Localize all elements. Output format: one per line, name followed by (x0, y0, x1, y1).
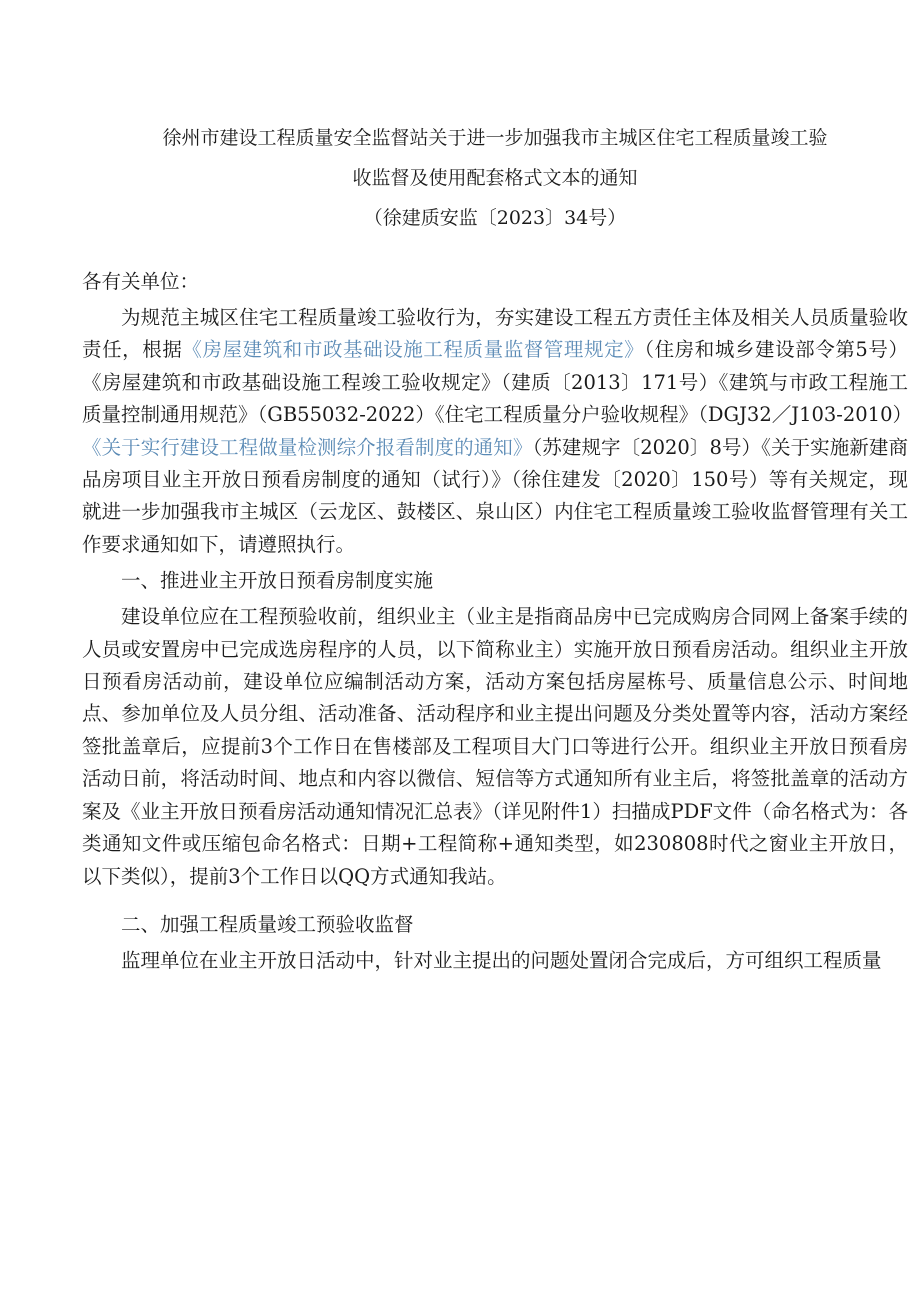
section-2-heading: 二、加强工程质量竣工预验收监督 (121, 912, 414, 936)
document-number: （徐建质安监〔2023〕34号） (363, 207, 627, 229)
section-gap (82, 893, 908, 905)
intro-text-1: 为规范主城区住宅工程质量竣工验收行为，夯实建设工程五方责任主体及相关人员质量验收责任，根据 (82, 306, 908, 362)
document-title-line-1: 徐州市建设工程质量安全监督站关于进一步加强我市主城区住宅工程质量竣工验 (162, 127, 828, 149)
salutation: 各有关单位： (82, 270, 200, 293)
regulation-link-2[interactable]: 《关于实行建设工程做量检测综介报看制度的通知》 (82, 435, 533, 459)
section-1-body: 建设单位应在工程预验收前，组织业主（业主是指商品房中已完成购房合同网上备案手续的人员或安置房中已完成选房程序的人员，以下简称业主）实施开放日预看房活动。组织业主开放日预看房活动前，建设单位应编制活动方案，活动方案包括房屋栋号、质量信息公示、时间地点、参加单位及人员分组、活动准备、活动程序和业主提出问题及分类处置等内容，活动方案经签批盖章后，应提前3个工作日在售楼部及工程项目大门口等进行公开。组织业主开放日预看房活动日前，将活动时间、地点和内容以微信、短信等方式通知所有业主后，将签批盖章的活动方案及《业主开放日预看房活动通知情况汇总表》（详见附件1）扫描成PDF文件（命名格式为：各类通知文件或压缩包命名格式：日期+工程简称+通知类型，如230808时代之窗业主开放日，以下类似），提前3个工作日以QQ方式通知我站。 (82, 605, 908, 888)
intro-paragraph (82, 302, 912, 561)
intro-text-3: （苏建规字〔2020〕8号）《关于实施新建商品房项目业主开放日预看房制度的通知（试行）》（徐住建发〔2020〕150号）等有关规定，现就进一步加强我市主城区（云龙区、鼓楼区、泉山区）内住宅工程质量竣工验收监督管理有关工作要求通知如下，请遵照执行。 (82, 435, 908, 556)
section-1-heading: 一、推进业主开放日预看房制度实施 (121, 569, 434, 593)
document-page (82, 118, 912, 977)
intro-text-2: （住房和城乡建设部令第5号）《房屋建筑和市政基础设施工程竣工验收规定》（建质〔2013〕171号）《建筑与市政工程施工质量控制通用规范》（GB55032-2022）《住宅工程质量分户验收规程》（DGJ32／J103-2010） (82, 338, 912, 427)
regulation-link-1[interactable]: 《房屋建筑和市政基础设施工程质量监督管理规定》 (182, 338, 645, 362)
document-title-line-2: 收监督及使用配套格式文本的通知 (352, 167, 638, 189)
section-2-body: 监理单位在业主开放日活动中，针对业主提出的问题处置闭合完成后，方可组织工程质量 (121, 948, 882, 972)
